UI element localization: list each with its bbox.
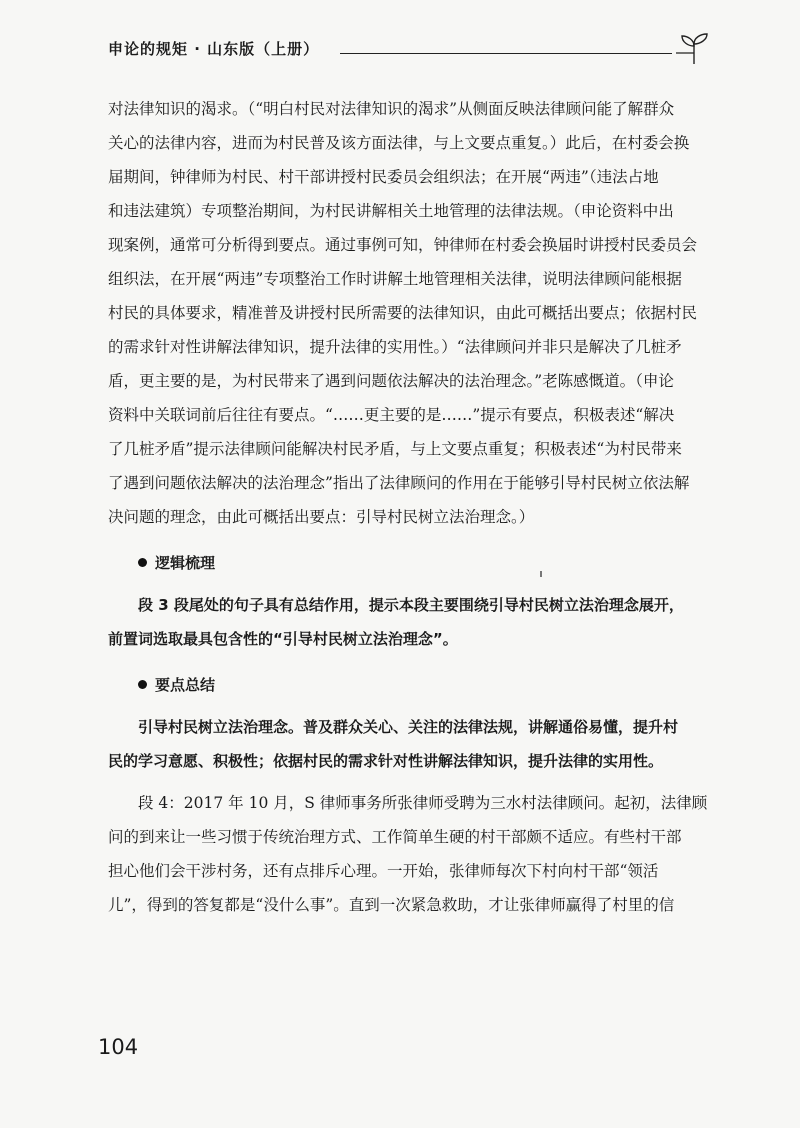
text-line: 组织法，在开展“两违”专项整治工作时讲解土地管理相关法律，说明法律顾问能根据 xyxy=(108,270,682,288)
text-line: 了几桩矛盾”提示法律顾问能解决村民矛盾，与上文要点重复；积极表述“为村民带来 xyxy=(108,440,682,458)
text-line: 资料中关联词前后往往有要点。“……更主要的是……”提示有要点，积极表述“解决 xyxy=(108,406,675,424)
text-line: 段 3 段尾处的句子具有总结作用，提示本段主要围绕引导村民树立法治理念展开， xyxy=(138,596,684,614)
section-heading-logic xyxy=(108,546,710,580)
paragraph-4 xyxy=(108,786,710,922)
page-body xyxy=(108,92,710,922)
summary-section xyxy=(108,710,710,778)
text-line: 了遇到问题依法解决的法治理念”指出了法律顾问的作用在于能够引导村民树立依法解 xyxy=(108,474,690,492)
page-number: 104 xyxy=(98,1035,139,1059)
section-heading-summary xyxy=(108,668,710,702)
text-line: 引导村民树立法治理念。普及群众关心、关注的法律法规，讲解通俗易懂，提升村 xyxy=(138,718,679,736)
book-title: 申论的规矩 · 山东版（上册） xyxy=(108,40,320,58)
text-line: 盾，更主要的是，为村民带来了遇到问题依法解决的法治理念。”老陈感慨道。（申论 xyxy=(108,372,674,390)
text-line: 民的学习意愿、积极性；依据村民的需求针对性讲解法律知识，提升法律的实用性。 xyxy=(108,752,664,770)
text-line: 儿”，得到的答复都是“没什么事”。直到一次紧急救助，才让张律师赢得了村里的信 xyxy=(108,896,675,914)
bullet-icon xyxy=(138,558,147,567)
text-line: 届期间，钟律师为村民、村干部讲授村民委员会组织法；在开展“两违”（违法占地 xyxy=(108,168,659,186)
logic-section xyxy=(108,588,710,656)
running-header xyxy=(108,30,712,70)
text-line: 对法律知识的渴求。（“明白村民对法律知识的渴求”从侧面反映法律顾问能了解群众 xyxy=(108,100,675,118)
text-line: 现案例，通常可分析得到要点。通过事例可知，钟律师在村委会换届时讲授村民委员会 xyxy=(108,236,698,254)
heading-label: 逻辑梳理 xyxy=(155,554,216,572)
paragraph-3-analysis xyxy=(108,92,710,534)
text-line: 决问题的理念，由此可概括出要点：引导村民树立法治理念。） xyxy=(108,508,535,526)
text-line: 问的到来让一些习惯于传统治理方式、工作简单生硬的村干部颇不适应。有些村干部 xyxy=(108,828,682,846)
text-line: 关心的法律内容，进而为村民普及该方面法律，与上文要点重复。）此后，在村委会换 xyxy=(108,134,690,152)
text-line: 段 4：2017 年 10 月，S 律师事务所张律师受聘为三水村法律顾问。起初，法律顾 xyxy=(138,794,708,812)
text-line: 担心他们会干涉村务，还有点排斥心理。一开始，张律师每次下村向村干部“领活 xyxy=(108,862,659,880)
sprout-icon xyxy=(676,30,712,66)
header-rule xyxy=(340,53,672,54)
heading-label: 要点总结 xyxy=(155,676,216,694)
text-line: 前置词选取最具包含性的“引导村民树立法治理念”。 xyxy=(108,630,458,648)
bullet-icon xyxy=(138,680,147,689)
text-line: 村民的具体要求，精准普及讲授村民所需要的法律知识，由此可概括出要点；依据村民 xyxy=(108,304,698,322)
text-line: 和违法建筑）专项整治期间，为村民讲解相关土地管理的法律法规。（申论资料中出 xyxy=(108,202,674,220)
scan-speck xyxy=(540,571,542,577)
text-line: 的需求针对性讲解法律知识，提升法律的实用性。）“法律顾问并非只是解决了几桩矛 xyxy=(108,338,682,356)
